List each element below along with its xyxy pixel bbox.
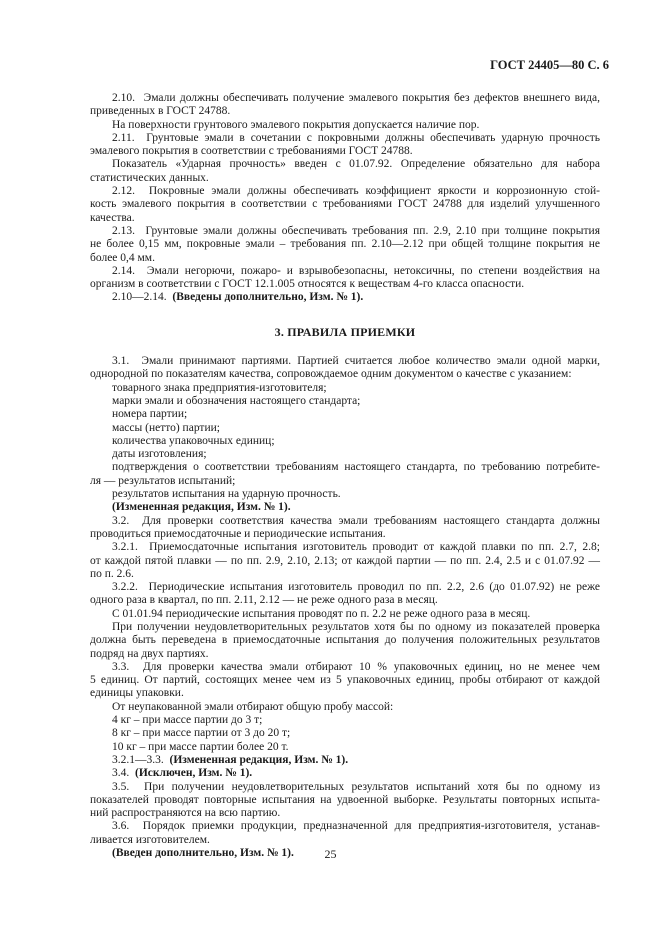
paragraph-p2 [90,119,600,132]
paragraph-p4 [90,158,600,185]
paragraph-p6 [90,225,600,265]
paragraph-line: должна быть переведена в приемосдаточные испытания до получения положительных результатов [90,634,600,647]
list-item: марки эмали и обозначения настоящего стандарта; [112,394,361,407]
paragraph-p3 [90,132,600,159]
paragraph-line: 3.3. Для проверки качества эмали отбирают 10 % упаковочных единиц, но не менее чем [112,660,600,673]
paragraph-line: 3.6. Порядок приемки продукции, предназначенной для предприятия-изготовителя, устанав- [112,820,600,833]
paragraph-line: ний распространяются на всю партию. [90,807,281,820]
paragraph-line: 2.11. Грунтовые эмали в сочетании с покровными должны обеспечивать ударную прочность [112,131,600,144]
paragraph-line: 3.2. Для проверки соответствия качества эмали требованиям настоящего стандарта должны [112,514,600,527]
paragraph-line: подряд на двух партиях. [90,647,209,660]
paragraph-line: 3.5. При получении неудовлетворительных результатов испытаний хотя бы по одному из [112,780,600,793]
page-number: 25 [324,847,337,861]
paragraph-line: От неупакованной эмали отбирают общую пробу массой: [112,700,394,713]
paragraph-line: эмалевого покрытия в соответствии с требованиями ГОСТ 24788. [90,145,413,158]
paragraph-p331 [90,701,600,714]
note-3-2-1-3-3: 3.2.1—3.3. (Измененная редакция, Изм. № 1). [112,753,349,766]
mass-list [90,714,600,754]
page-header: ГОСТ 24405—80 С. 6 [490,58,609,72]
paragraph-p323 [90,608,600,621]
list-item: количества упаковочных единиц; [112,434,275,447]
paragraph-line: С 01.01.94 периодические испытания проводят по п. 2.2 не реже одного раза в месяц. [112,607,531,620]
para-3-1-line-1: 3.1. Эмали принимают партиями. Партией считается любое количество эмали одной марки, [112,355,600,368]
paragraph-line: не более 0,15 мм, покровные эмали – требования пп. 2.10—2.12 при общей толщине покрытия не [90,238,600,251]
paragraph-p32 [90,515,600,542]
list-item: даты изготовления; [112,448,207,461]
paragraph-p36 [90,820,600,847]
list-item-long-line-2: ля — результатов испытаний; [90,474,236,487]
paragraph-p35 [90,781,600,821]
paragraph-line: приведенных в ГОСТ 24788. [90,105,231,118]
note-3-6: (Введен дополнительно, Изм. № 1). [112,847,294,860]
paragraph-line: 5 единиц. От партий, состоящих менее чем из 5 упаковочных единиц, пробы отбирают от каждой [90,674,600,687]
paragraph-p1 [90,92,600,119]
paragraph-line: 3.2.1. Приемосдаточные испытания изготовитель проводит от каждой плавки по пп. 2.7, 2.8; [112,541,600,554]
paragraph-line: организм в соответствии с ГОСТ 12.1.005 относятся к веществам 4-го класса опасности. [90,278,525,291]
mass-item: 8 кг – при массе партии от 3 до 20 т; [112,727,291,740]
note-2-10-2-14: 2.10—2.14. (Введены дополнительно, Изм. № 1). [112,291,364,304]
section-3-1 [90,355,600,515]
paragraph-line: 2.13. Грунтовые эмали должны обеспечивать требования пп. 2.9, 2.10 при толщине покрытия [112,224,600,237]
list-item: массы (нетто) партии; [112,421,220,434]
paragraph-line: 2.14. Эмали негорючи, пожаро- и взрывобезопасны, нетоксичны, по степени воздействия на [112,264,600,277]
paragraph-line: по п. 2.6. [90,567,134,580]
paragraph-line: единицы упаковки. [90,687,184,700]
paragraph-line: ливается изготовителем. [90,833,210,846]
paragraph-line: кость эмалевого покрытия в соответствии с требованиями ГОСТ 24788 для изделий улучшенного [90,198,600,211]
paragraph-p33 [90,661,600,701]
paragraph-line: При получении неудовлетворительных результатов хотя бы по одному из показателей проверка [112,620,600,633]
note-3-4: 3.4. (Исключен, Изм. № 1). [112,767,253,780]
paragraph-line: проводиться приемосдаточные и периодические испытания. [90,527,386,540]
list-item: результатов испытания на ударную прочность. [112,488,341,501]
section-title: 3. ПРАВИЛА ПРИЕМКИ [274,324,416,339]
list-item: товарного знака предприятия-изготовителя; [112,381,327,394]
paragraph-line: от каждой пятой плавки — по пп. 2.9, 2.10, 2.13; от каждой партии — по пп. 2.4, 2.5 и с 01.07.92 — [90,554,600,567]
paragraph-p5 [90,185,600,225]
paragraph-p322 [90,581,600,608]
list-item: номера партии; [112,408,188,421]
paragraph-p321 [90,541,600,581]
paragraph-line: 2.12. Покровные эмали должны обеспечивать коэффициент яркости и коррозионную стой- [112,185,600,198]
paragraph-p7 [90,265,600,292]
mass-item: 4 кг – при массе партии до 3 т; [112,714,263,727]
paragraph-line: качества. [90,211,135,224]
paragraph-line: 3.2.2. Периодические испытания изготовитель проводил по пп. 2.2, 2.6 (до 01.07.92) не реже [112,581,600,594]
mass-item: 10 кг – при массе партии более 20 т. [112,740,289,753]
note-3-1: (Измененная редакция, Изм. № 1). [112,501,291,514]
paragraph-line: одного раза в квартал, по пп. 2.11, 2.12 — не реже одного раза в месяц. [90,594,438,607]
para-3-1-line-2: однородной по показателям качества, сопровождаемое одним документом о качестве с указанием: [90,368,572,381]
paragraph-line: статистических данных. [90,171,209,184]
paragraph-line: На поверхности грунтового эмалевого покрытия допускается наличие пор. [112,118,480,131]
document-body [90,92,600,860]
paragraph-line: более 0,4 мм. [90,251,155,264]
paragraph-line: показателей проводят повторные испытания на удвоенной выборке. Результаты повторных испыта- [90,793,600,806]
paragraph-p324 [90,621,600,661]
paragraph-line: Показатель «Ударная прочность» введен с 01.07.92. Определение обязательно для набора [112,158,600,171]
list-item-long-line-1: подтверждения о соответствии требованиям настоящего стандарта, по требованию потребите- [112,461,600,474]
paragraph-line: 2.10. Эмали должны обеспечивать получение эмалевого покрытия без дефектов внешнего вида, [112,92,600,104]
